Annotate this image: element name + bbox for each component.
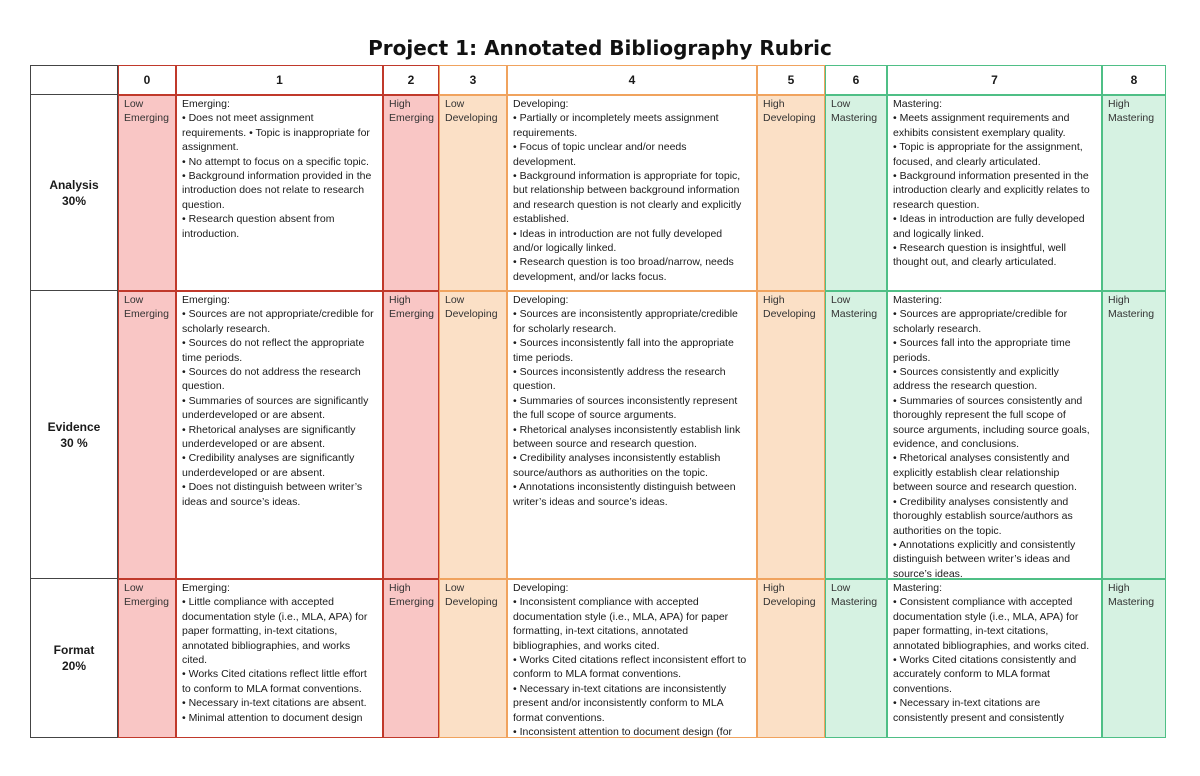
level-high-emerging: High Emerging [383,291,439,579]
category-weight: 30% [61,193,87,208]
criterion-bullet: • Research question is too broad/narrow, needs development, and/or lacks focus. [513,256,734,283]
criterion-bullet: • Annotations inconsistently distinguish between writer’s ideas and source’s ideas. [513,481,736,508]
header-score-5: 5 [757,65,825,95]
level-high-emerging: High Emerging [383,95,439,291]
criterion-bullet: • Does not distinguish between writer’s ideas and source’s ideas. [182,481,363,508]
criterion-bullet: • Summaries of sources are significantly underdeveloped or are absent. [182,394,369,422]
criterion-bullet: • Rhetorical analyses consistently and explicitly establish clear relationship between source and research question. [893,452,1077,494]
criterion-bullet: • Ideas in introduction are not fully developed and/or logically linked. [513,227,723,255]
developing-descriptor [507,579,757,738]
criterion-bullet: • Credibility analyses are significantly underdeveloped or are absent. [182,452,355,479]
criterion-bullet: • Research question absent from introduction. [182,213,335,240]
emerging-descriptor-title: Emerging: [182,294,230,306]
level-low-emerging: Low Emerging [118,579,176,738]
criterion-bullet: • Sources consistently and explicitly address the research question. [893,366,1059,393]
mastering-descriptor-title: Mastering: [893,582,943,594]
header-score-1: 1 [176,65,383,95]
criterion-bullet: • Sources are inconsistently appropriate/credible for scholarly research. [513,308,738,335]
criterion-bullet: • Sources fall into the appropriate time periods. [893,337,1071,364]
category-weight: 30 % [60,435,88,450]
header-score-2: 2 [383,65,439,95]
developing-descriptor [507,95,757,291]
header-corner [30,65,118,95]
criterion-bullet: • Focus of topic unclear and/or needs development. [513,141,687,168]
developing-descriptor-title: Developing: [513,98,569,110]
level-low-developing: Low Developing [439,95,507,291]
level-low-emerging: Low Emerging [118,291,176,579]
level-high-emerging: High Emerging [383,579,439,738]
level-low-emerging: Low Emerging [118,95,176,291]
criterion-bullet: • Inconsistent attention to document design (for [513,726,733,738]
row-label [30,95,118,291]
level-low-mastering: Low Mastering [825,95,887,291]
level-low-developing: Low Developing [439,579,507,738]
level-high-mastering: High Mastering [1102,579,1166,738]
level-high-mastering: High Mastering [1102,95,1166,291]
mastering-descriptor [887,579,1102,738]
level-low-developing: Low Developing [439,291,507,579]
criterion-bullet: • Necessary in-text citations are consistently present and consistently [893,697,1065,724]
emerging-descriptor [176,579,383,738]
criterion-bullet: • Background information is appropriate for topic, but relationship between background information and research question is not clearly and explicitly established. [513,170,742,226]
criterion-bullet: • Credibility analyses consistently and thoroughly establish source/authors as authorities on the topic. [893,495,1073,537]
criterion-bullet: • Topic is appropriate for the assignment, focused, and clearly articulated. [893,141,1083,168]
criterion-bullet: • Summaries of sources consistently and thoroughly represent the full scope of source arguments, including source goals, evidence, and conclusions. [893,394,1090,451]
level-high-developing: High Developing [757,579,825,738]
level-high-mastering: High Mastering [1102,291,1166,579]
header-score-8: 8 [1102,65,1166,95]
criterion-bullet: • Sources inconsistently address the research question. [513,366,726,393]
mastering-descriptor [887,291,1102,579]
emerging-descriptor [176,291,383,579]
header-score-4: 4 [507,65,757,95]
emerging-descriptor-title: Emerging: [182,98,230,110]
criterion-bullet: • Works Cited citations consistently and accurately conform to MLA format conventions. [893,654,1077,695]
criterion-bullet: • Annotations explicitly and consistently distinguish between writer’s ideas and source’s ideas. [893,538,1076,579]
mastering-descriptor-title: Mastering: [893,98,943,110]
category-name: Evidence [47,419,101,434]
header-score-0: 0 [118,65,176,95]
criterion-bullet: • Inconsistent compliance with accepted documentation style (i.e., MLA, APA) for paper formatting, in-text citations, annotated bibliographies, and works cited. [513,596,729,652]
criterion-bullet: • Does not meet assignment requirements. • Topic is inappropriate for assignment. [182,112,370,154]
category-name: Analysis [49,177,99,192]
criterion-bullet: • Ideas in introduction are fully developed and logically linked. [893,213,1085,240]
criterion-bullet: • Consistent compliance with accepted documentation style (i.e., MLA, APA) for paper formatting, in-text citations, annotated bibliographies, and works cited. [893,596,1090,652]
developing-descriptor-title: Developing: [513,294,569,306]
criterion-bullet: • Rhetorical analyses inconsistently establish link between source and research question. [513,423,741,451]
level-low-mastering: Low Mastering [825,579,887,738]
criterion-bullet: • Sources are not appropriate/credible for scholarly research. [182,308,374,335]
header-score-7: 7 [887,65,1102,95]
mastering-descriptor-title: Mastering: [893,294,943,306]
rubric-table [30,65,1166,738]
level-high-developing: High Developing [757,291,825,579]
header-score-6: 6 [825,65,887,95]
criterion-bullet: • Credibility analyses inconsistently establish source/authors as authorities on the topic. [513,452,721,479]
criterion-bullet: • Background information presented in the introduction clearly and explicitly relates to research question. [893,170,1090,211]
criterion-bullet: • Partially or incompletely meets assignment requirements. [513,112,719,139]
page-title: Project 1: Annotated Bibliography Rubric [368,36,832,60]
row-label [30,291,118,579]
criterion-bullet: • Meets assignment requirements and exhibits consistent exemplary quality. [893,112,1070,139]
criterion-bullet: • Necessary in-text citations are absent. [182,697,367,710]
criterion-bullet: • Research question is insightful, well thought out, and clearly articulated. [893,242,1066,269]
row-label [30,579,118,738]
category-weight: 20% [61,659,87,673]
criterion-bullet: • Sources do not reflect the appropriate time periods. [182,337,365,364]
emerging-descriptor [176,95,383,291]
criterion-bullet: • Summaries of sources inconsistently represent the full scope of source arguments. [513,394,738,422]
criterion-bullet: • Rhetorical analyses are significantly underdeveloped or are absent. [182,423,356,451]
mastering-descriptor [887,95,1102,291]
criterion-bullet: • Little compliance with accepted documentation style (i.e., MLA, APA) for paper formatting, in-text citations, annotated bibliographies, and works cited. [182,596,368,667]
level-low-mastering: Low Mastering [825,291,887,579]
criterion-bullet: • Sources do not address the research question. [182,366,361,393]
level-high-developing: High Developing [757,95,825,291]
developing-descriptor [507,291,757,579]
criterion-bullet: • Works Cited citations reflect little effort to conform to MLA format conventions. [182,668,367,695]
category-name: Format [53,643,95,657]
criterion-bullet: • Background information provided in the introduction does not relate to research question. [182,170,372,211]
developing-descriptor-title: Developing: [513,582,569,594]
header-score-3: 3 [439,65,507,95]
criterion-bullet: • Works Cited citations reflect inconsistent effort to conform to MLA format conventions. [513,654,747,681]
criterion-bullet: • Sources inconsistently fall into the appropriate time periods. [513,337,734,364]
emerging-descriptor-title: Emerging: [182,582,230,594]
criterion-bullet: • No attempt to focus on a specific topic. [182,155,369,168]
criterion-bullet: • Necessary in-text citations are inconsistently present and/or inconsistently conform to MLA format conventions. [513,682,727,724]
criterion-bullet: • Sources are appropriate/credible for scholarly research. [893,308,1068,335]
criterion-bullet: • Minimal attention to document design [182,711,363,724]
